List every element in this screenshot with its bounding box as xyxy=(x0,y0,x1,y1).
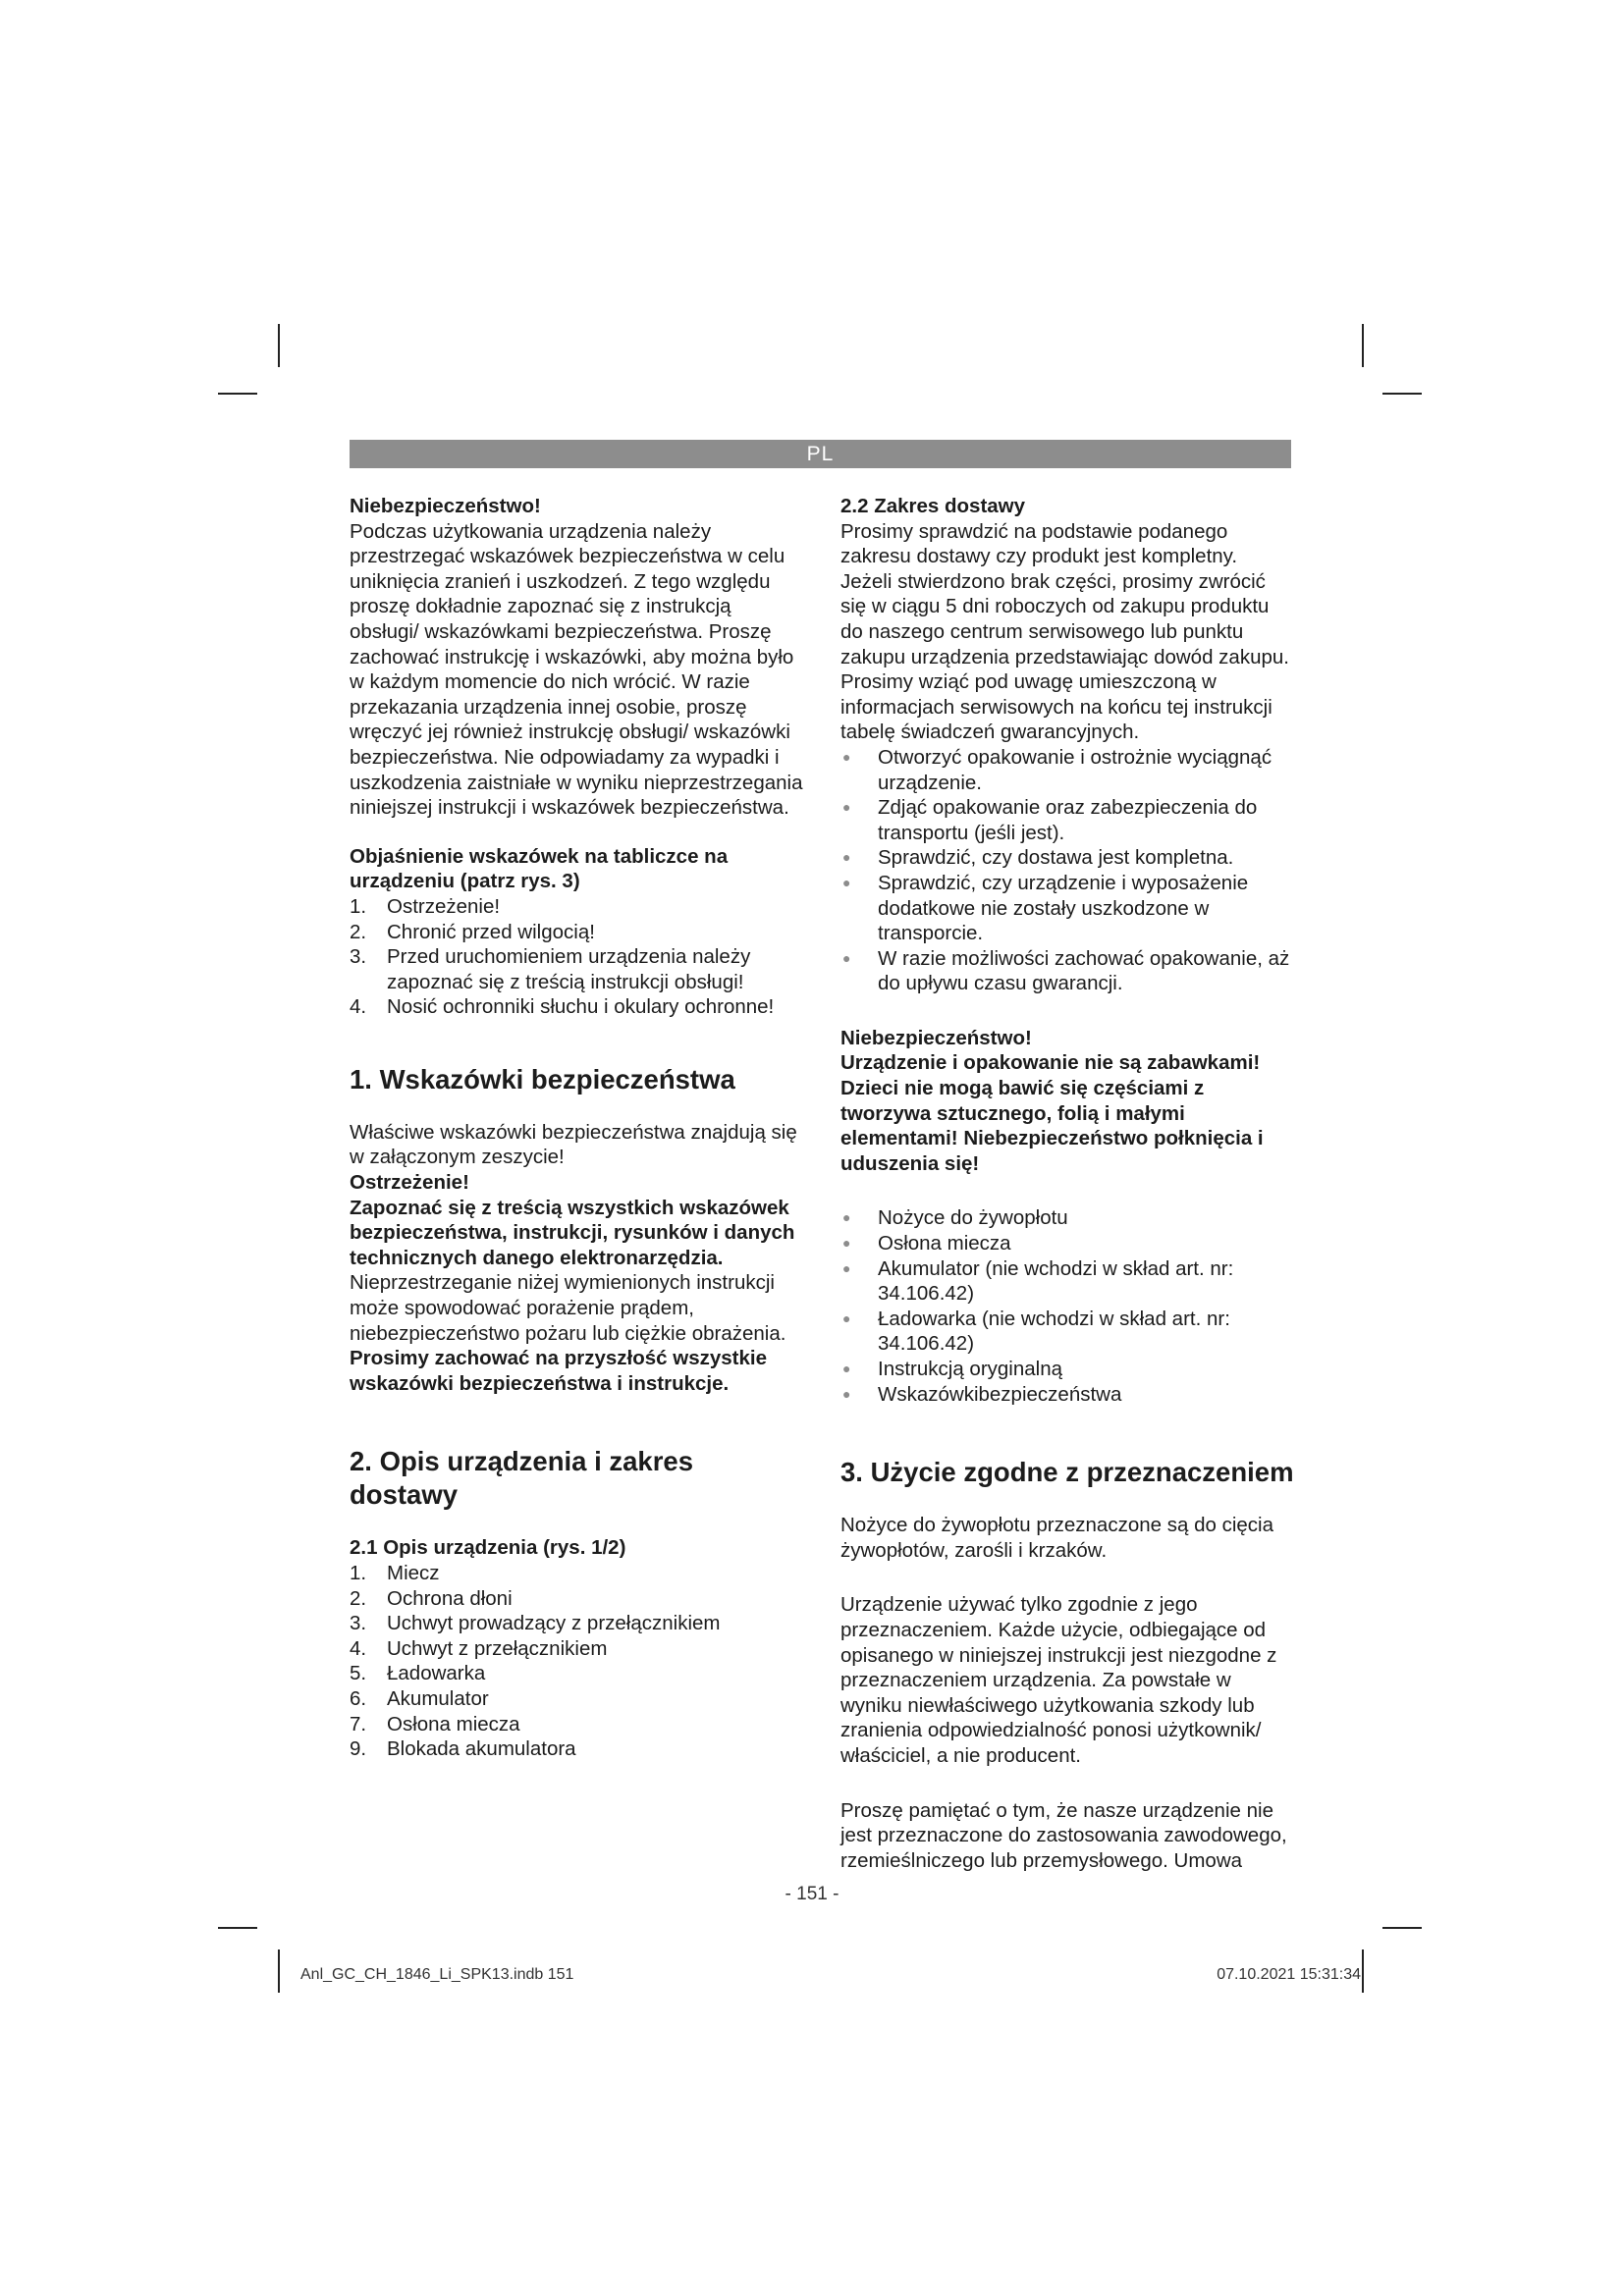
bullet-icon: ● xyxy=(842,849,851,866)
bullet-icon: ● xyxy=(842,1235,851,1252)
list-item: ● Nożyce do żywopłotu xyxy=(842,1206,1068,1230)
danger-children-warning: Urządzenie i opakowanie nie są zabawkami! Dzieci nie mogą bawić się częściami z tworzywa sztucznego, folią i małymi elementami! Niebezpieczeństwo połknięcia i uduszenia się! xyxy=(840,1051,1264,1175)
list-item: ● Wskazówkibezpieczeństwa xyxy=(842,1382,1122,1406)
bullet-icon: ● xyxy=(842,1385,851,1402)
print-file-name: Anl_GC_CH_1846_Li_SPK13.indb 151 xyxy=(300,1966,574,1983)
section-2-1-title: 2.1 Opis urządzenia (rys. 1/2) xyxy=(350,1536,626,1560)
list-item: 5. Ładowarka xyxy=(350,1662,486,1685)
crop-mark xyxy=(1382,1927,1422,1929)
crop-mark xyxy=(1362,1949,1364,1993)
warning-label: Ostrzeżenie! xyxy=(350,1171,469,1195)
section-2-2-title: 2.2 Zakres dostawy xyxy=(840,495,1026,517)
right-column xyxy=(840,494,1294,1873)
section-1-title: 1. Wskazówki bezpieczeństwa xyxy=(350,1063,735,1095)
plate-list xyxy=(350,894,803,1020)
bullet-icon: ● xyxy=(842,1259,851,1276)
print-timestamp: 07.10.2021 15:31:34 xyxy=(1217,1966,1361,1983)
danger-heading: Niebezpieczeństwo! xyxy=(350,495,541,517)
scope-of-delivery-list xyxy=(840,1205,1294,1407)
bullet-icon: ● xyxy=(842,1209,851,1226)
section-3-paragraph: Urządzenie używać tylko zgodnie z jego przeznaczeniem. Każde użycie, odbiegające od opisanego w niniejszej instrukcji jest niezgodne z przeznaczeniem urządzenia. Za powstałe w wyniku niewłaściwego użytkowania szkody lub zranienia odpowiedzialność ponosi użytkownik/ właściciel, a nie producent. xyxy=(840,1593,1277,1767)
language-header-bar: PL xyxy=(350,440,1291,468)
list-item: ● Sprawdzić, czy urządzenie i wyposażenie dodatkowe nie zostały uszkodzone w transporcie. xyxy=(842,871,1249,945)
list-item: 1. Ostrzeżenie! xyxy=(350,894,501,918)
page-number: - 151 - xyxy=(785,1884,839,1904)
section-3-paragraph: Proszę pamiętać o tym, że nasze urządzenie nie jest przeznaczone do zastosowania zawodowego, rzemieślniczego lub przemysłowego. Umowa xyxy=(840,1798,1287,1872)
section-2-2-text: Prosimy sprawdzić na podstawie podanego zakresu dostawy czy produkt jest kompletny. Jeżeli stwierdzono brak części, prosimy zwrócić się w ciągu 5 dni roboczych od zakupu produktu do naszego centrum serwisowego lub punktu zakupu urządzenia przedstawiając dowód zakupu. Prosimy wziąć pod uwagę umieszczoną w informacjach serwisowych na końcu tej instrukcji tabelę świadczeń gwarancyjnych. xyxy=(840,519,1289,744)
list-item: ● Otworzyć opakowanie i ostrożnie wyciągnąć urządzenie. xyxy=(842,745,1272,794)
list-item: 2. Chronić przed wilgocią! xyxy=(350,920,595,943)
section-2-title: 2. Opis urządzenia i zakres dostawy xyxy=(350,1446,694,1511)
section-3-paragraph: Nożyce do żywopłotu przeznaczone są do cięcia żywopłotów, zarośli i krzaków. xyxy=(840,1514,1273,1562)
bullet-icon: ● xyxy=(842,1361,851,1376)
list-item: ● Akumulator (nie wchodzi w skład art. nr: 34.106.42) xyxy=(842,1256,1234,1306)
bullet-icon: ● xyxy=(842,949,851,966)
list-item: 3. Przed uruchomieniem urządzenia należy zapoznać się z treścią instrukcji obsługi! xyxy=(350,945,751,993)
crop-mark xyxy=(1382,393,1422,395)
bullet-icon: ● xyxy=(842,799,851,816)
section-1-intro: Właściwe wskazówki bezpieczeństwa znajdują się w załączonym zeszycie! xyxy=(350,1120,797,1169)
device-parts-list xyxy=(350,1561,803,1762)
bullet-icon: ● xyxy=(842,1309,851,1326)
list-item: 7. Osłona miecza xyxy=(350,1712,520,1735)
list-item: ● Sprawdzić, czy dostawa jest kompletna. xyxy=(842,846,1234,870)
list-item: 3. Uchwyt prowadzący z przełącznikiem xyxy=(350,1612,721,1635)
crop-mark xyxy=(1362,324,1364,367)
list-item: 4. Nosić ochronniki słuchu i okulary ochronne! xyxy=(350,995,775,1019)
list-item: 6. Akumulator xyxy=(350,1686,489,1710)
list-item: ● Instrukcją oryginalną xyxy=(842,1358,1063,1380)
list-item: 2. Ochrona dłoni xyxy=(350,1586,513,1610)
bullet-icon: ● xyxy=(842,874,851,890)
list-item: ● Ładowarka (nie wchodzi w skład art. nr: 34.106.42) xyxy=(842,1307,1230,1356)
danger-heading: Niebezpieczeństwo! xyxy=(840,1026,1032,1049)
list-item: ● W razie możliwości zachować opakowanie, aż do upływu czasu gwarancji. xyxy=(842,946,1290,995)
danger-paragraph: Podczas użytkowania urządzenia należy przestrzegać wskazówek bezpieczeństwa w celu uniknięcia zranień i uszkodzeń. Z tego względu proszę dokładnie zapoznać się z instrukcją obsługi/ wskazówkami bezpieczeństwa. Proszę zachować instrukcję i wskazówki, aby można było w każdym momencie do nich wrócić. W razie przekazania urządzenia innej osobie, proszę wręczyć jej również instrukcję obsługi/ wskazówki bezpieczeństwa. Nie odpowiadamy za wypadki i uszkodzenia zaistniałe w wyniku nieprzestrzegania niniejszej instrukcji i wskazówek bezpieczeństwa. xyxy=(350,519,803,820)
crop-mark xyxy=(278,324,280,367)
bullet-icon: ● xyxy=(842,748,851,765)
list-item: ● Osłona miecza xyxy=(842,1232,1011,1255)
list-item: 1. Miecz xyxy=(350,1562,440,1584)
section-3-title: 3. Użycie zgodne z przeznaczeniem xyxy=(840,1457,1294,1488)
list-item: ● Zdjąć opakowanie oraz zabezpieczenia do transportu (jeśli jest). xyxy=(842,796,1258,844)
list-item: 9. Blokada akumulatora xyxy=(350,1737,576,1761)
left-column xyxy=(350,494,803,1762)
plate-heading: Objaśnienie wskazówek na tabliczce na urządzeniu (patrz rys. 3) xyxy=(350,844,729,893)
section-1-body: Zapoznać się z treścią wszystkich wskazówek bezpieczeństwa, instrukcji, rysunków i danych technicznych danego elektronarzędzia. Nieprzestrzeganie niżej wymienionych instrukcji może spowodować porażenie prądem, niebezpieczeństwo pożaru lub ciężkie obrażenia. xyxy=(350,1196,795,1345)
unpacking-steps-list xyxy=(840,745,1294,996)
list-item: 4. Uchwyt z przełącznikiem xyxy=(350,1636,608,1660)
section-1-keep-note: Prosimy zachować na przyszłość wszystkie wskazówki bezpieczeństwa i instrukcje. xyxy=(350,1347,767,1395)
crop-mark xyxy=(278,1949,280,1993)
crop-mark xyxy=(218,393,257,395)
crop-mark xyxy=(218,1927,257,1929)
